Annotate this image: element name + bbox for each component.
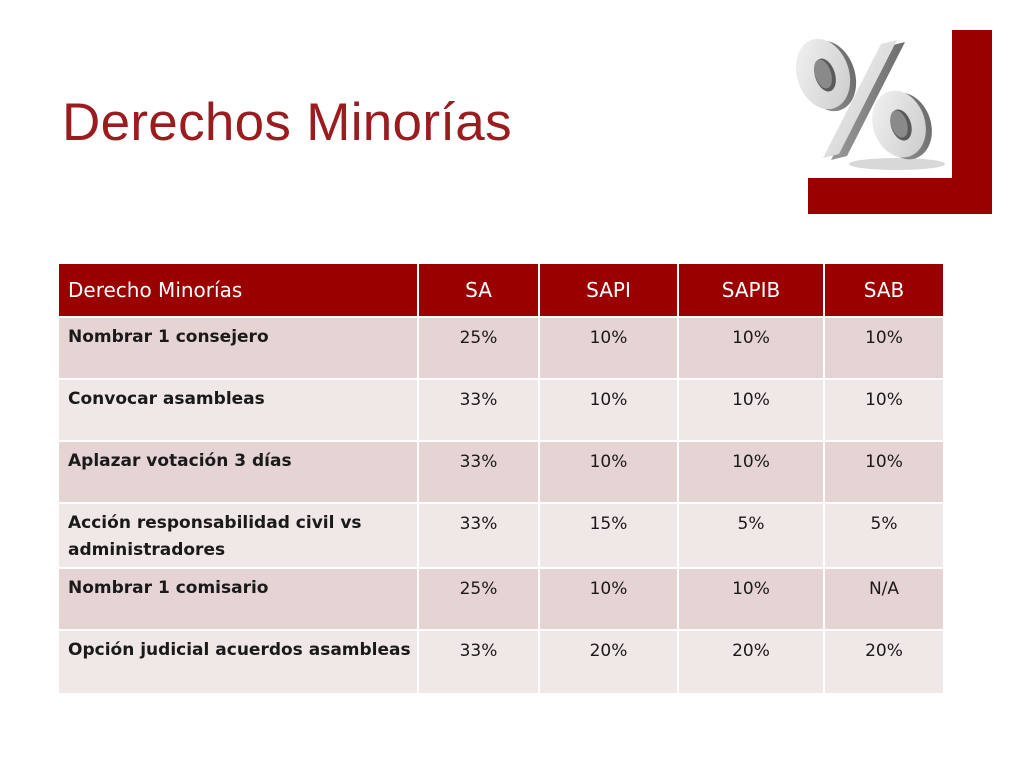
cell-sapib: 10% (678, 317, 824, 379)
row-label: Convocar asambleas (58, 379, 418, 441)
row-label: Aplazar votación 3 días (58, 441, 418, 503)
cell-sapib: 10% (678, 379, 824, 441)
column-header-derecho: Derecho Minorías (58, 263, 418, 317)
row-label: Opción judicial acuerdos asambleas (58, 630, 418, 694)
row-label: Acción responsabilidad civil vs administradores (58, 503, 418, 568)
row-label: Nombrar 1 consejero (58, 317, 418, 379)
table-row (58, 503, 944, 568)
cell-sa: 25% (418, 317, 539, 379)
cell-sapi: 10% (539, 568, 678, 630)
column-header-sapi: SAPI (539, 263, 678, 317)
cell-sa: 33% (418, 379, 539, 441)
column-header-sapib: SAPIB (678, 263, 824, 317)
percent-sign-3d-icon (785, 24, 955, 174)
column-header-sa: SA (418, 263, 539, 317)
table-row (58, 630, 944, 694)
cell-sa: 33% (418, 630, 539, 694)
table-row (58, 441, 944, 503)
cell-sa: 25% (418, 568, 539, 630)
cell-sapi: 10% (539, 441, 678, 503)
row-label: Nombrar 1 comisario (58, 568, 418, 630)
cell-sapib: 10% (678, 568, 824, 630)
cell-sapi: 15% (539, 503, 678, 568)
cell-sab: N/A (824, 568, 944, 630)
cell-sapib: 20% (678, 630, 824, 694)
minority-rights-table (57, 262, 945, 695)
cell-sab: 10% (824, 317, 944, 379)
table-header-row (58, 263, 944, 317)
cell-sapi: 10% (539, 379, 678, 441)
cell-sab: 10% (824, 441, 944, 503)
column-header-sab: SAB (824, 263, 944, 317)
cell-sapib: 10% (678, 441, 824, 503)
cell-sab: 5% (824, 503, 944, 568)
table-row (58, 317, 944, 379)
table-row (58, 568, 944, 630)
cell-sab: 10% (824, 379, 944, 441)
cell-sapib: 5% (678, 503, 824, 568)
cell-sapi: 20% (539, 630, 678, 694)
cell-sa: 33% (418, 441, 539, 503)
cell-sapi: 10% (539, 317, 678, 379)
table-row (58, 379, 944, 441)
cell-sa: 33% (418, 503, 539, 568)
slide-title: Derechos Minorías (62, 93, 512, 152)
cell-sab: 20% (824, 630, 944, 694)
